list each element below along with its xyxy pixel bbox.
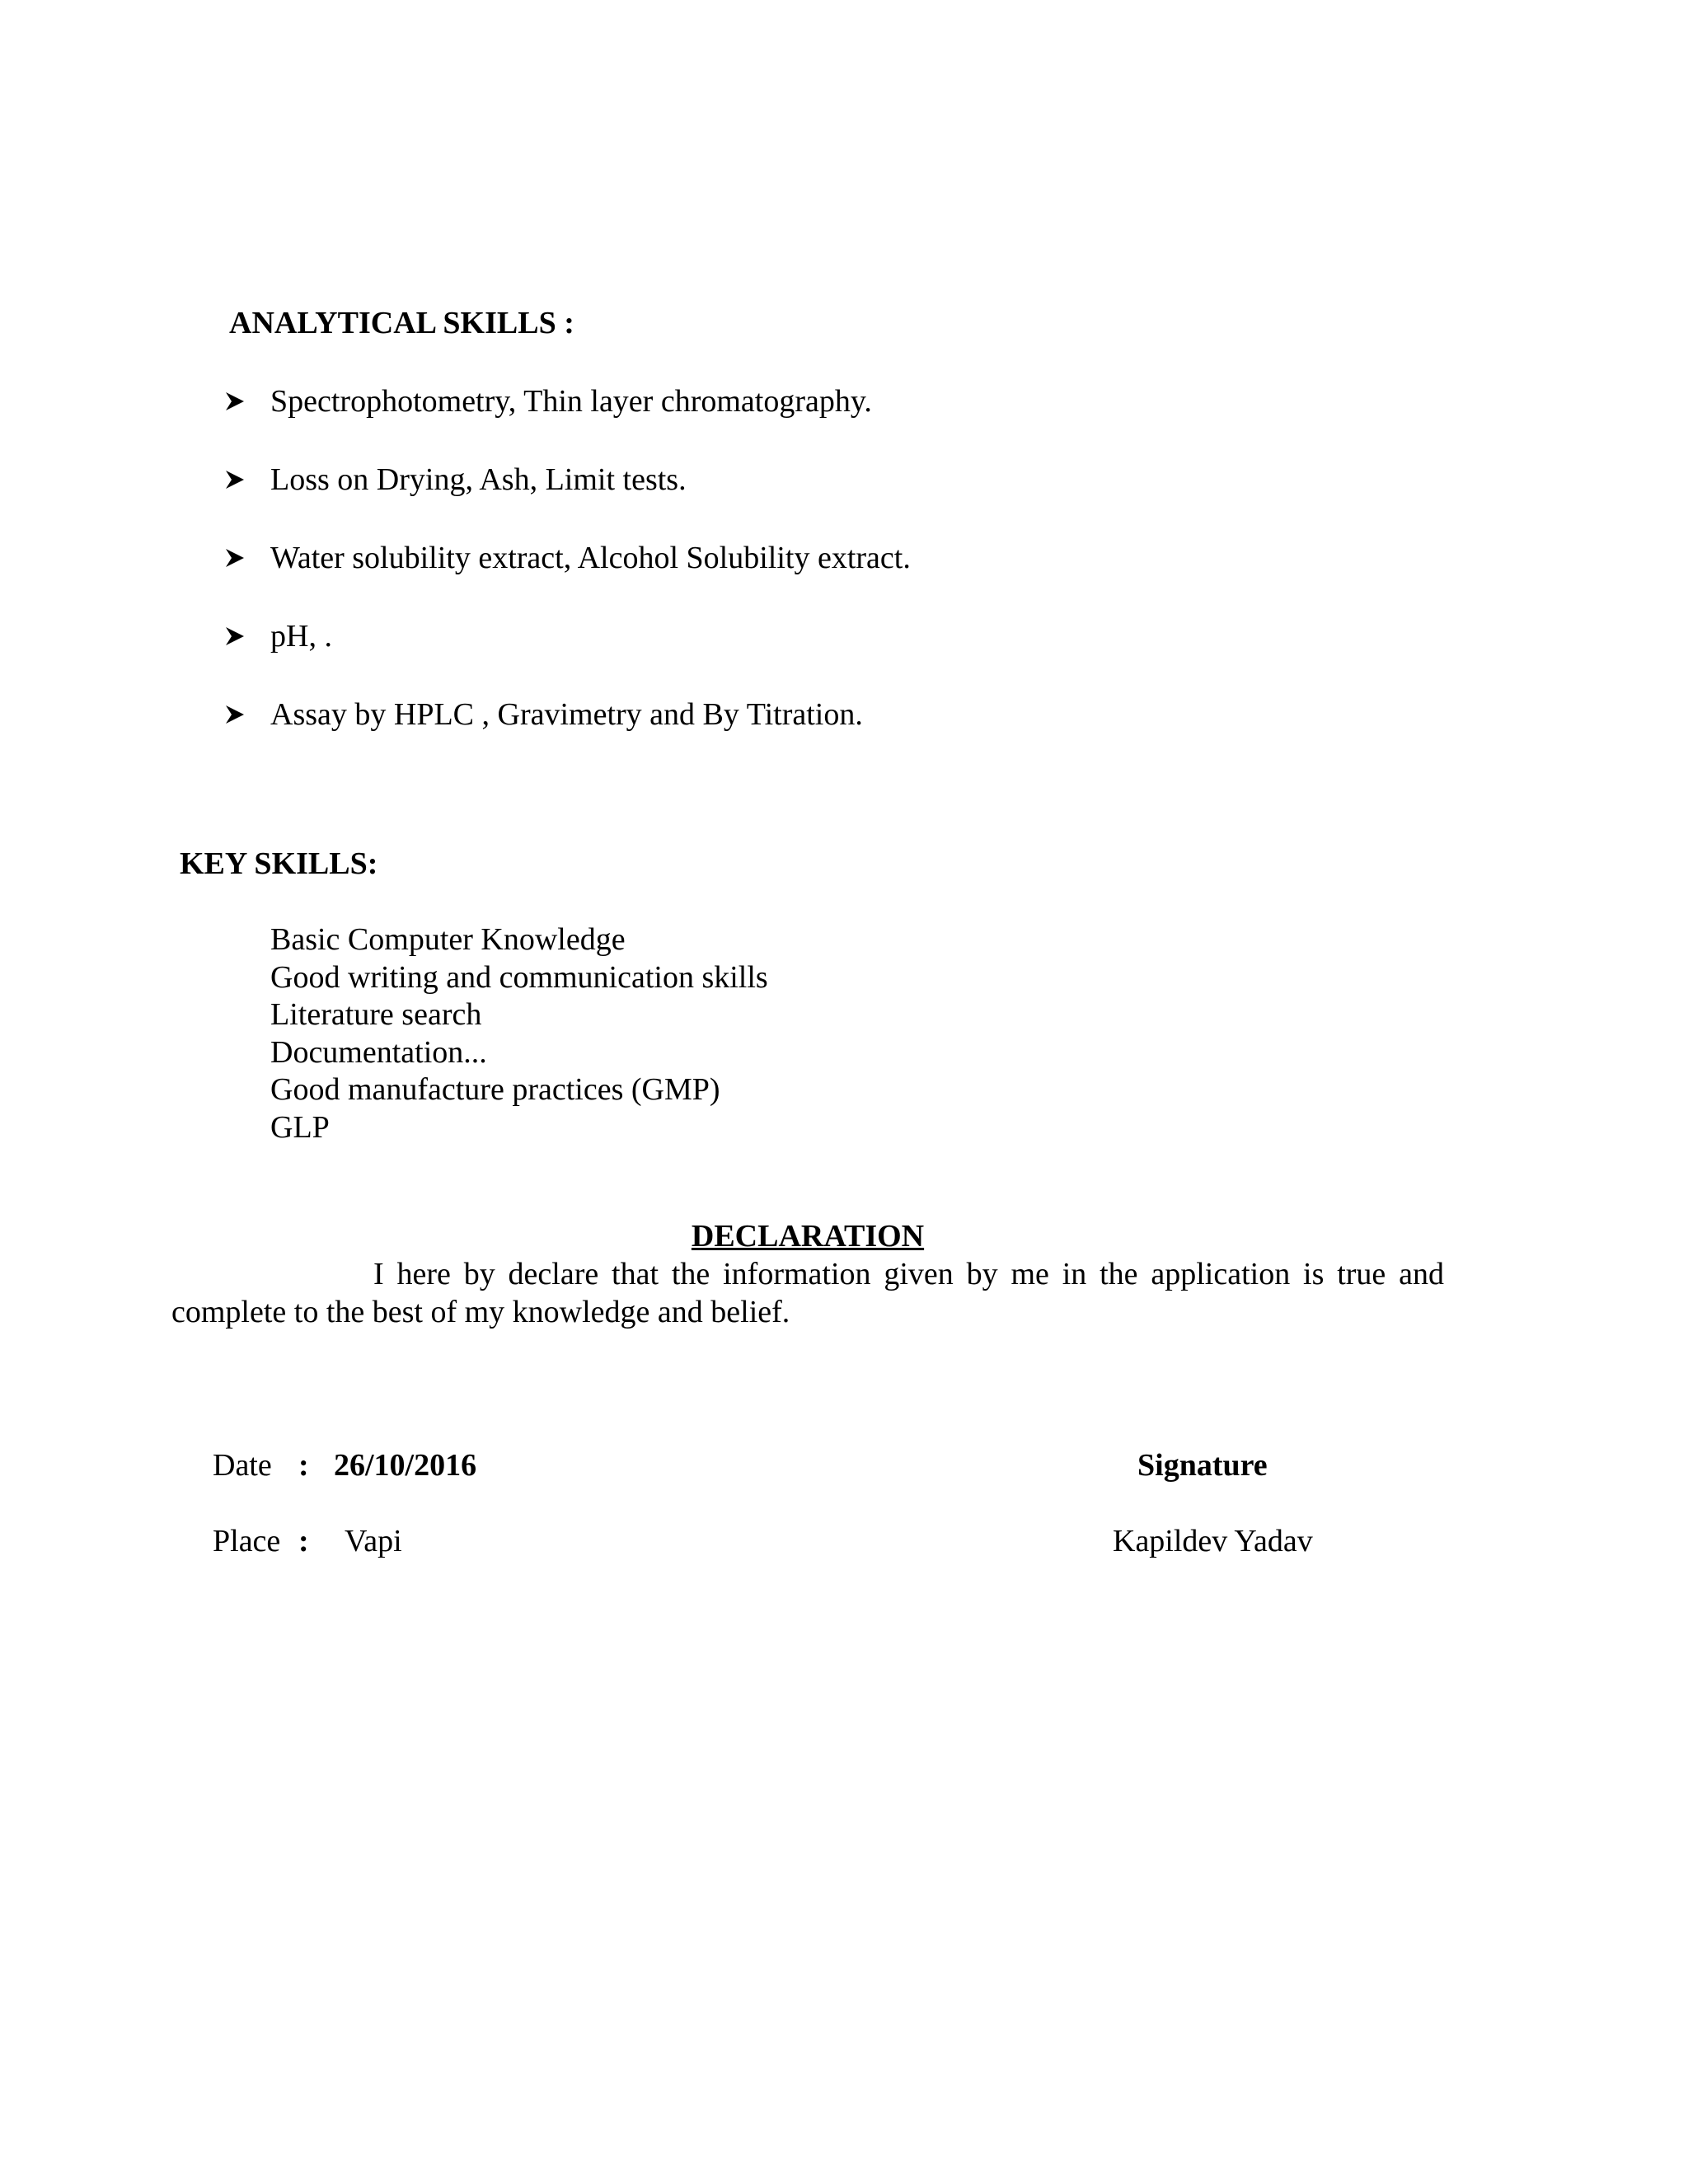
key-skills-list — [270, 921, 768, 1146]
analytical-skill-text: pH, . — [270, 619, 332, 654]
arrow-bullet-icon — [224, 616, 270, 656]
key-skill-item: Good writing and communication skills — [270, 959, 768, 995]
place-separator: : — [298, 1524, 309, 1558]
key-skill-item: Basic Computer Knowledge — [270, 922, 626, 957]
analytical-skill-text: Assay by HPLC , Gravimetry and By Titration. — [270, 697, 863, 732]
date-label: Date — [213, 1448, 272, 1483]
key-skill-item: Documentation... — [270, 1034, 487, 1070]
analytical-skill-text: Loss on Drying, Ash, Limit tests. — [270, 462, 687, 497]
key-skills-heading: KEY SKILLS: — [180, 846, 378, 881]
analytical-skill-item — [224, 695, 863, 734]
key-skill-item: GLP — [270, 1109, 330, 1145]
analytical-skills-heading: ANALYTICAL SKILLS : — [229, 306, 574, 340]
analytical-skill-item — [224, 616, 332, 656]
place-value: Vapi — [345, 1524, 402, 1558]
analytical-skill-text: Spectrophotometry, Thin layer chromatography. — [270, 384, 872, 419]
arrow-bullet-icon — [224, 382, 270, 421]
key-skill-item: Literature search — [270, 997, 482, 1032]
signature-name: Kapildev Yadav — [1113, 1524, 1313, 1558]
analytical-skill-item — [224, 382, 872, 421]
arrow-bullet-icon — [224, 538, 270, 578]
analytical-skill-item — [224, 538, 911, 578]
analytical-skill-item — [224, 460, 687, 499]
arrow-bullet-icon — [224, 695, 270, 734]
place-label: Place — [213, 1524, 281, 1558]
arrow-bullet-icon — [224, 460, 270, 499]
key-skill-item: Good manufacture practices (GMP) — [270, 1072, 720, 1107]
declaration-text: I here by declare that the information given by me in the application is true and complete to the best of my knowledge and belief. — [171, 1257, 1444, 1329]
signature-label: Signature — [1137, 1448, 1268, 1483]
date-separator: : — [298, 1448, 309, 1483]
analytical-skill-text: Water solubility extract, Alcohol Solubility extract. — [270, 541, 911, 575]
date-value: 26/10/2016 — [334, 1448, 477, 1483]
declaration-title: DECLARATION — [691, 1219, 925, 1254]
